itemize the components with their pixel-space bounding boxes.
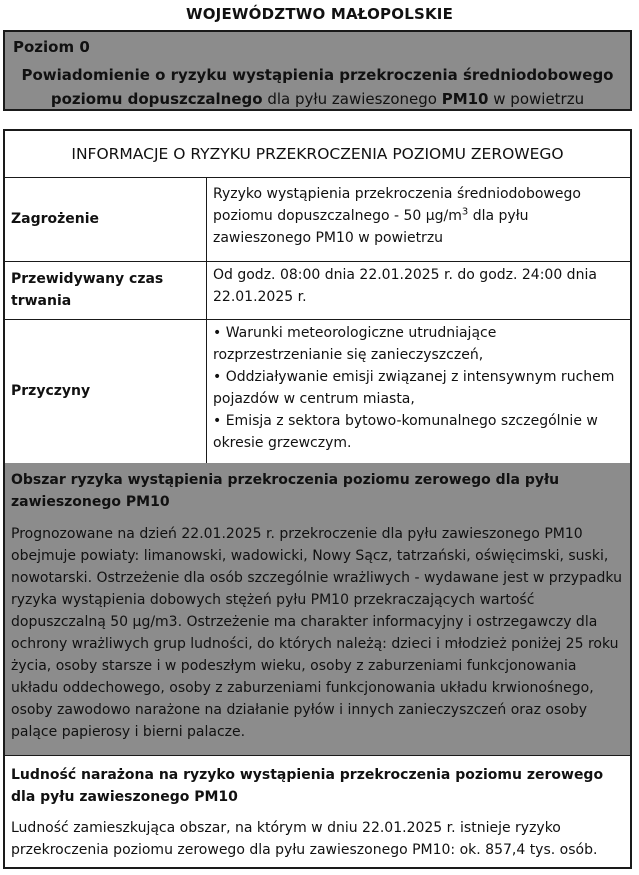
threat-value-tail: dla pyłu zawieszonego PM10 w powietrzu (213, 208, 529, 246)
population-heading: Ludność narażona na ryzyko wystąpienia przekroczenia poziomu zerowego dla pyłu zawieszonego PM10 (11, 767, 604, 805)
alert-title-bold-level: poziomu dopuszczalnego (50, 90, 263, 108)
table-row-duration (5, 261, 630, 320)
population-text: Ludność zamieszkująca obszar, na którym w dniu 22.01.2025 r. istnieje ryzyko przekroczenia poziomu zerowego dla pyłu zawieszonego PM10: ok. 857,4 tys. osób. (11, 820, 598, 858)
risk-area-section (5, 463, 630, 756)
table-row-threat (5, 177, 630, 262)
cause-item: • Oddziaływanie emisji związanej z intensywnym ruchem pojazdów w centrum miasta, (213, 369, 615, 407)
section-title: INFORMACJE O RYZYKU PRZEKROCZENIA POZIOMU ZEROWEGO (5, 131, 630, 178)
cause-item: • Warunki meteorologiczne utrudniające rozprzestrzenianie się zanieczyszczeń, (213, 325, 497, 363)
duration-value: Od godz. 08:00 dnia 22.01.2025 r. do godz. 24:00 dnia 22.01.2025 r. (213, 267, 597, 305)
threat-label: Zagrożenie (5, 177, 207, 261)
risk-info-table (3, 129, 632, 869)
alert-title-pollutant: PM10 (441, 90, 489, 108)
table-row-causes (5, 319, 630, 464)
duration-label: Przewidywany czas trwania (5, 261, 207, 319)
causes-list (207, 319, 630, 463)
causes-label: Przyczyny (5, 319, 207, 463)
risk-area-heading: Obszar ryzyka wystąpienia przekroczenia poziomu zerowego dla pyłu zawieszonego PM10 (11, 472, 560, 510)
alert-level-box (3, 30, 632, 111)
alert-title (11, 63, 624, 111)
threat-value-superscript: 3 (461, 206, 469, 218)
alert-level-label: Poziom 0 (13, 38, 90, 56)
alert-title-end: w powietrzu (488, 90, 585, 108)
risk-area-text: Prognozowane na dzień 22.01.2025 r. przekroczenie dla pyłu zawieszonego PM10 obejmuje powiaty: limanowski, wadowicki, Nowy Sącz, tatrzański, oświęcimski, suski, nowotarski. Ostrzeżenie dla osób szczególnie wrażliwych - wydawane jest w przypadku ryzyka wystąpienia dobowych stężeń pyłu PM10 przekraczających wartość dopuszczalną 50 µg/m3. Ostrzeżenie ma charakter informacyjny i ostrzegawczy dla ochrony wrażliwych grup ludności, do których należą: dzieci i młodzież poniżej 25 roku życia, osoby starsze i w podeszłym wieku, osoby z zaburzeniami funkcjonowania układu oddechowego, osoby z zaburzeniami funkcjonowania układu krwionośnego, osoby zawodowo narażone na działanie pyłów i innych zanieczyszczeń oraz osoby palące papierosy i bierni palacze. (11, 526, 622, 740)
alert-title-part1: Powiadomienie o ryzyku wystąpienia przekroczenia średniodobowego (21, 66, 614, 84)
cause-item: • Emisja z sektora bytowo-komunalnego szczególnie w okresie grzewczym. (213, 413, 598, 451)
alert-title-middle: dla pyłu zawieszonego (262, 90, 442, 108)
threat-value-text: Ryzyko wystąpienia przekroczenia średniodobowego poziomu dopuszczalnego - 50 µg/m (213, 186, 581, 224)
threat-value (207, 177, 630, 261)
region-title: WOJEWÓDZTWO MAŁOPOLSKIE (185, 5, 454, 23)
